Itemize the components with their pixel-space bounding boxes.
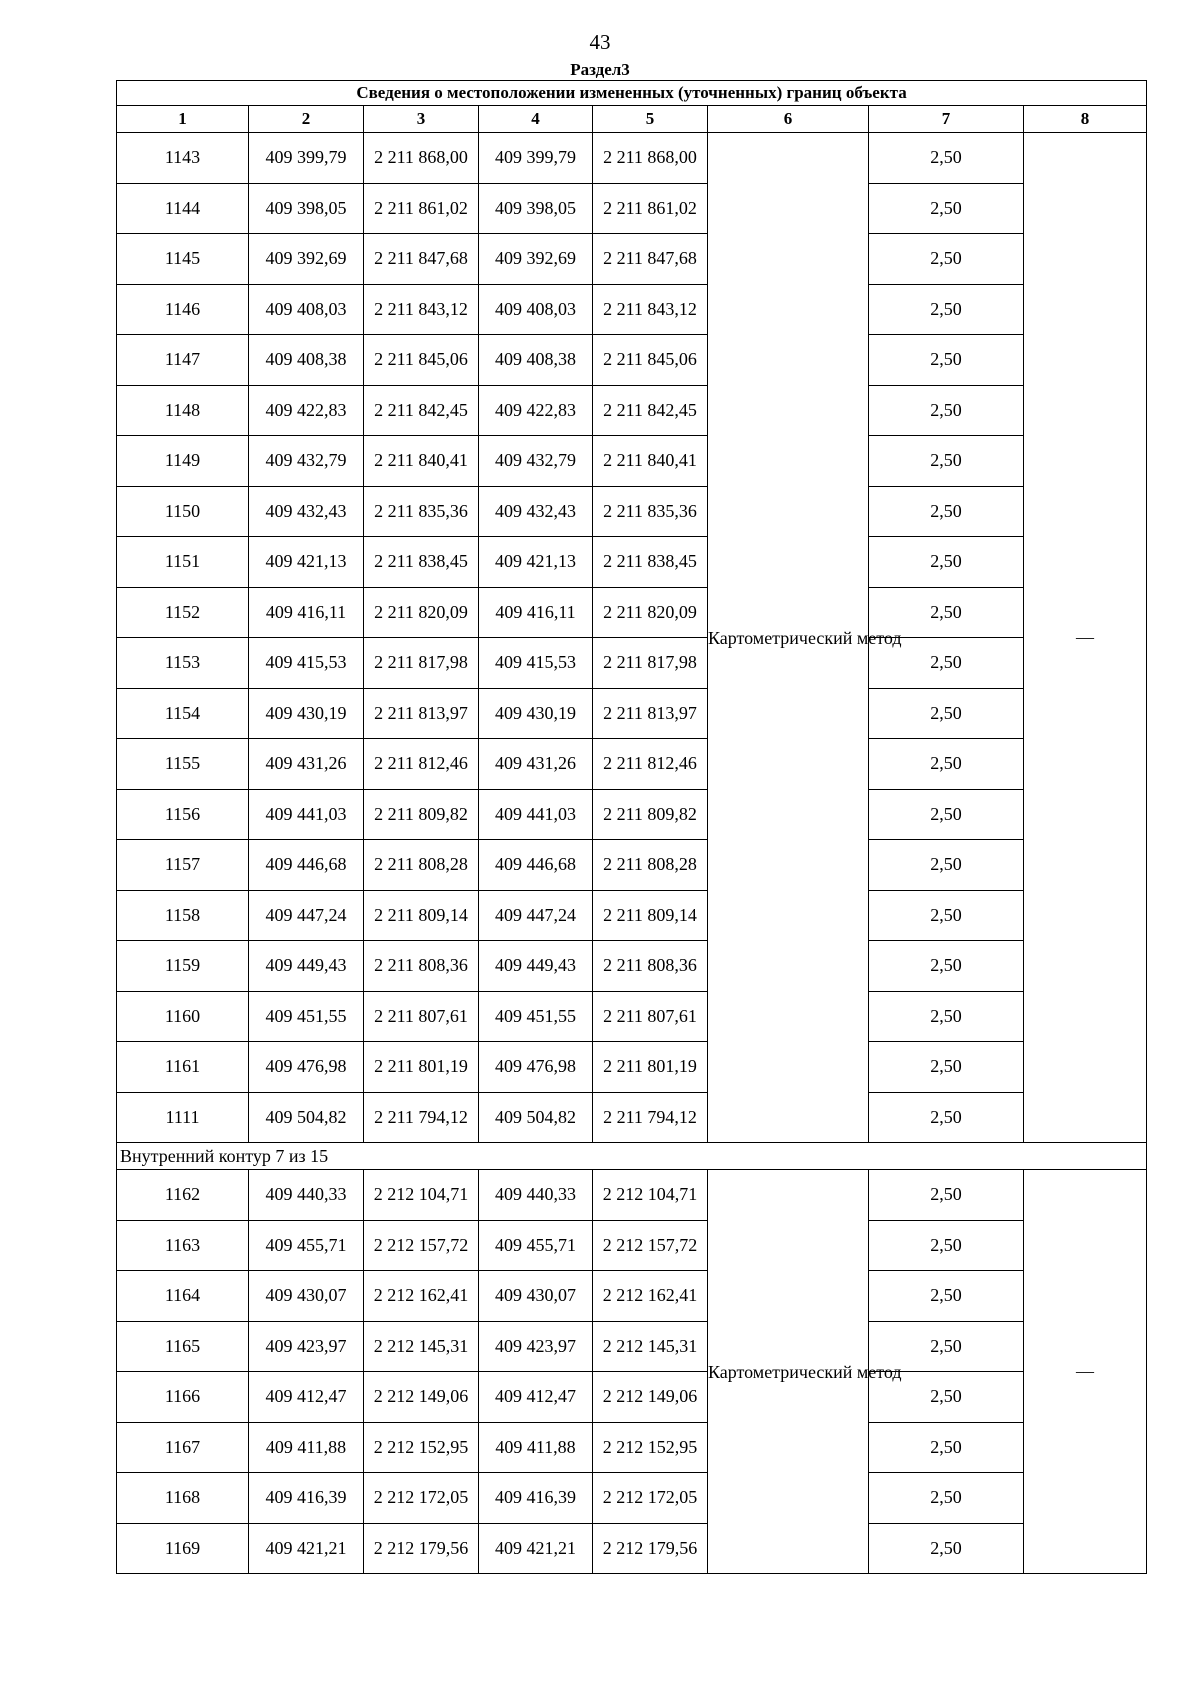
point-id-cell: 1153 [117, 638, 249, 689]
accuracy-cell: 2,50 [869, 1170, 1024, 1221]
table-body [117, 133, 1147, 1574]
y-old-cell: 2 212 149,06 [364, 1372, 479, 1423]
y-old-cell: 2 211 808,28 [364, 840, 479, 891]
point-id-cell: 1147 [117, 335, 249, 386]
column-number-row [117, 106, 1147, 133]
y-new-cell: 2 211 861,02 [593, 183, 708, 234]
x-old-cell: 409 432,43 [249, 486, 364, 537]
x-old-cell: 409 415,53 [249, 638, 364, 689]
column-number-1: 1 [117, 106, 249, 133]
x-new-cell: 409 476,98 [479, 1042, 593, 1093]
y-new-cell: 2 211 812,46 [593, 739, 708, 790]
accuracy-cell: 2,50 [869, 688, 1024, 739]
x-new-cell: 409 432,79 [479, 436, 593, 487]
x-new-cell: 409 422,83 [479, 385, 593, 436]
column-number-6: 6 [708, 106, 869, 133]
y-old-cell: 2 211 820,09 [364, 587, 479, 638]
x-new-cell: 409 447,24 [479, 890, 593, 941]
point-id-cell: 1154 [117, 688, 249, 739]
accuracy-cell: 2,50 [869, 537, 1024, 588]
x-old-cell: 409 441,03 [249, 789, 364, 840]
x-new-cell: 409 455,71 [479, 1220, 593, 1271]
point-id-cell: 1169 [117, 1523, 249, 1574]
y-new-cell: 2 211 847,68 [593, 234, 708, 285]
accuracy-cell: 2,50 [869, 335, 1024, 386]
point-id-cell: 1144 [117, 183, 249, 234]
table-row [117, 840, 1147, 891]
y-new-cell: 2 211 843,12 [593, 284, 708, 335]
column-number-5: 5 [593, 106, 708, 133]
y-new-cell: 2 212 104,71 [593, 1170, 708, 1221]
table-row [117, 436, 1147, 487]
accuracy-cell: 2,50 [869, 1422, 1024, 1473]
x-old-cell: 409 430,19 [249, 688, 364, 739]
table-row [117, 1170, 1147, 1221]
x-new-cell: 409 408,03 [479, 284, 593, 335]
column8-cell: — [1024, 1170, 1147, 1574]
y-new-cell: 2 212 179,56 [593, 1523, 708, 1574]
y-old-cell: 2 211 812,46 [364, 739, 479, 790]
y-new-cell: 2 212 152,95 [593, 1422, 708, 1473]
y-old-cell: 2 211 801,19 [364, 1042, 479, 1093]
accuracy-cell: 2,50 [869, 1271, 1024, 1322]
x-new-cell: 409 430,07 [479, 1271, 593, 1322]
y-new-cell: 2 211 807,61 [593, 991, 708, 1042]
x-old-cell: 409 432,79 [249, 436, 364, 487]
point-id-cell: 1163 [117, 1220, 249, 1271]
x-old-cell: 409 440,33 [249, 1170, 364, 1221]
point-id-cell: 1146 [117, 284, 249, 335]
x-old-cell: 409 476,98 [249, 1042, 364, 1093]
accuracy-cell: 2,50 [869, 1523, 1024, 1574]
y-new-cell: 2 211 801,19 [593, 1042, 708, 1093]
accuracy-cell: 2,50 [869, 385, 1024, 436]
x-new-cell: 409 423,97 [479, 1321, 593, 1372]
table-row [117, 688, 1147, 739]
x-new-cell: 409 416,39 [479, 1473, 593, 1524]
y-old-cell: 2 211 843,12 [364, 284, 479, 335]
point-id-cell: 1164 [117, 1271, 249, 1322]
table-row [117, 587, 1147, 638]
table-row [117, 1473, 1147, 1524]
x-old-cell: 409 449,43 [249, 941, 364, 992]
y-new-cell: 2 211 808,28 [593, 840, 708, 891]
x-new-cell: 409 408,38 [479, 335, 593, 386]
column-number-8: 8 [1024, 106, 1147, 133]
accuracy-cell: 2,50 [869, 133, 1024, 184]
accuracy-cell: 2,50 [869, 1372, 1024, 1423]
point-id-cell: 1155 [117, 739, 249, 790]
accuracy-cell: 2,50 [869, 1042, 1024, 1093]
table-row [117, 1271, 1147, 1322]
x-new-cell: 409 399,79 [479, 133, 593, 184]
table-row [117, 1042, 1147, 1093]
x-new-cell: 409 392,69 [479, 234, 593, 285]
point-id-cell: 1143 [117, 133, 249, 184]
table-row [117, 284, 1147, 335]
y-new-cell: 2 211 868,00 [593, 133, 708, 184]
table-row [117, 638, 1147, 689]
y-old-cell: 2 212 104,71 [364, 1170, 479, 1221]
y-old-cell: 2 211 845,06 [364, 335, 479, 386]
y-new-cell: 2 211 842,45 [593, 385, 708, 436]
y-old-cell: 2 211 813,97 [364, 688, 479, 739]
x-new-cell: 409 441,03 [479, 789, 593, 840]
y-old-cell: 2 212 179,56 [364, 1523, 479, 1574]
x-old-cell: 409 421,13 [249, 537, 364, 588]
y-old-cell: 2 211 809,82 [364, 789, 479, 840]
y-old-cell: 2 211 838,45 [364, 537, 479, 588]
y-new-cell: 2 212 149,06 [593, 1372, 708, 1423]
y-old-cell: 2 211 835,36 [364, 486, 479, 537]
x-old-cell: 409 408,03 [249, 284, 364, 335]
x-old-cell: 409 392,69 [249, 234, 364, 285]
y-old-cell: 2 211 794,12 [364, 1092, 479, 1143]
point-id-cell: 1160 [117, 991, 249, 1042]
x-new-cell: 409 449,43 [479, 941, 593, 992]
accuracy-cell: 2,50 [869, 1321, 1024, 1372]
point-id-cell: 1159 [117, 941, 249, 992]
accuracy-cell: 2,50 [869, 840, 1024, 891]
point-id-cell: 1165 [117, 1321, 249, 1372]
table-row [117, 1321, 1147, 1372]
y-old-cell: 2 211 807,61 [364, 991, 479, 1042]
x-old-cell: 409 504,82 [249, 1092, 364, 1143]
accuracy-cell: 2,50 [869, 890, 1024, 941]
table-row [117, 133, 1147, 184]
section-heading: Раздел3 [570, 60, 630, 79]
accuracy-cell: 2,50 [869, 739, 1024, 790]
point-id-cell: 1161 [117, 1042, 249, 1093]
y-new-cell: 2 212 172,05 [593, 1473, 708, 1524]
y-old-cell: 2 211 842,45 [364, 385, 479, 436]
x-new-cell: 409 446,68 [479, 840, 593, 891]
y-new-cell: 2 211 845,06 [593, 335, 708, 386]
point-id-cell: 1168 [117, 1473, 249, 1524]
point-id-cell: 1156 [117, 789, 249, 840]
column8-cell: — [1024, 133, 1147, 1143]
table-row [117, 739, 1147, 790]
y-new-cell: 2 211 817,98 [593, 638, 708, 689]
accuracy-cell: 2,50 [869, 1092, 1024, 1143]
y-new-cell: 2 211 820,09 [593, 587, 708, 638]
column-number-4: 4 [479, 106, 593, 133]
x-old-cell: 409 408,38 [249, 335, 364, 386]
y-old-cell: 2 212 162,41 [364, 1271, 479, 1322]
y-new-cell: 2 212 162,41 [593, 1271, 708, 1322]
accuracy-cell: 2,50 [869, 284, 1024, 335]
accuracy-cell: 2,50 [869, 1473, 1024, 1524]
x-old-cell: 409 422,83 [249, 385, 364, 436]
column-number-2: 2 [249, 106, 364, 133]
y-old-cell: 2 212 172,05 [364, 1473, 479, 1524]
accuracy-cell: 2,50 [869, 941, 1024, 992]
table-row [117, 1523, 1147, 1574]
x-old-cell: 409 416,39 [249, 1473, 364, 1524]
y-old-cell: 2 211 847,68 [364, 234, 479, 285]
boundary-table [116, 80, 1147, 1574]
x-old-cell: 409 423,97 [249, 1321, 364, 1372]
table-row [117, 1372, 1147, 1423]
x-new-cell: 409 504,82 [479, 1092, 593, 1143]
y-old-cell: 2 211 840,41 [364, 436, 479, 487]
point-id-cell: 1157 [117, 840, 249, 891]
x-new-cell: 409 430,19 [479, 688, 593, 739]
y-new-cell: 2 212 157,72 [593, 1220, 708, 1271]
column-number-7: 7 [869, 106, 1024, 133]
x-new-cell: 409 415,53 [479, 638, 593, 689]
accuracy-cell: 2,50 [869, 638, 1024, 689]
x-new-cell: 409 440,33 [479, 1170, 593, 1221]
y-old-cell: 2 211 868,00 [364, 133, 479, 184]
point-id-cell: 1145 [117, 234, 249, 285]
x-new-cell: 409 412,47 [479, 1372, 593, 1423]
method-cell: Картометрический метод [708, 133, 869, 1143]
x-old-cell: 409 411,88 [249, 1422, 364, 1473]
x-old-cell: 409 421,21 [249, 1523, 364, 1574]
y-new-cell: 2 211 835,36 [593, 486, 708, 537]
y-new-cell: 2 211 840,41 [593, 436, 708, 487]
accuracy-cell: 2,50 [869, 183, 1024, 234]
point-id-cell: 1166 [117, 1372, 249, 1423]
x-old-cell: 409 446,68 [249, 840, 364, 891]
y-new-cell: 2 211 838,45 [593, 537, 708, 588]
x-old-cell: 409 399,79 [249, 133, 364, 184]
x-new-cell: 409 451,55 [479, 991, 593, 1042]
x-old-cell: 409 455,71 [249, 1220, 364, 1271]
y-new-cell: 2 211 808,36 [593, 941, 708, 992]
accuracy-cell: 2,50 [869, 991, 1024, 1042]
accuracy-cell: 2,50 [869, 234, 1024, 285]
x-new-cell: 409 398,05 [479, 183, 593, 234]
x-new-cell: 409 416,11 [479, 587, 593, 638]
table-row [117, 183, 1147, 234]
x-new-cell: 409 431,26 [479, 739, 593, 790]
x-old-cell: 409 431,26 [249, 739, 364, 790]
point-id-cell: 1148 [117, 385, 249, 436]
x-new-cell: 409 411,88 [479, 1422, 593, 1473]
table-row [117, 1220, 1147, 1271]
y-old-cell: 2 211 861,02 [364, 183, 479, 234]
table-row [117, 234, 1147, 285]
contour-label: Внутренний контур 7 из 15 [117, 1143, 1147, 1170]
point-id-cell: 1111 [117, 1092, 249, 1143]
table-row [117, 335, 1147, 386]
method-cell: Картометрический метод [708, 1170, 869, 1574]
y-new-cell: 2 211 809,14 [593, 890, 708, 941]
x-old-cell: 409 398,05 [249, 183, 364, 234]
y-old-cell: 2 211 809,14 [364, 890, 479, 941]
y-old-cell: 2 212 145,31 [364, 1321, 479, 1372]
point-id-cell: 1167 [117, 1422, 249, 1473]
y-new-cell: 2 211 813,97 [593, 688, 708, 739]
accuracy-cell: 2,50 [869, 587, 1024, 638]
point-id-cell: 1162 [117, 1170, 249, 1221]
accuracy-cell: 2,50 [869, 436, 1024, 487]
y-old-cell: 2 212 152,95 [364, 1422, 479, 1473]
point-id-cell: 1152 [117, 587, 249, 638]
accuracy-cell: 2,50 [869, 486, 1024, 537]
x-old-cell: 409 447,24 [249, 890, 364, 941]
point-id-cell: 1150 [117, 486, 249, 537]
table-row [117, 385, 1147, 436]
column-number-3: 3 [364, 106, 479, 133]
x-old-cell: 409 412,47 [249, 1372, 364, 1423]
point-id-cell: 1151 [117, 537, 249, 588]
table-row [117, 789, 1147, 840]
table-row [117, 1092, 1147, 1143]
accuracy-cell: 2,50 [869, 1220, 1024, 1271]
table-row [117, 991, 1147, 1042]
table-row [117, 1422, 1147, 1473]
x-new-cell: 409 421,13 [479, 537, 593, 588]
y-new-cell: 2 211 794,12 [593, 1092, 708, 1143]
table-row [117, 941, 1147, 992]
point-id-cell: 1149 [117, 436, 249, 487]
x-old-cell: 409 416,11 [249, 587, 364, 638]
x-new-cell: 409 432,43 [479, 486, 593, 537]
table-title: Сведения о местоположении измененных (уточненных) границ объекта [117, 81, 1147, 106]
table-row [117, 890, 1147, 941]
y-old-cell: 2 211 808,36 [364, 941, 479, 992]
accuracy-cell: 2,50 [869, 789, 1024, 840]
x-new-cell: 409 421,21 [479, 1523, 593, 1574]
x-old-cell: 409 451,55 [249, 991, 364, 1042]
x-old-cell: 409 430,07 [249, 1271, 364, 1322]
page-number: 43 [589, 30, 611, 54]
contour-label-row [117, 1143, 1147, 1170]
y-new-cell: 2 212 145,31 [593, 1321, 708, 1372]
table-row [117, 486, 1147, 537]
y-new-cell: 2 211 809,82 [593, 789, 708, 840]
table-row [117, 537, 1147, 588]
point-id-cell: 1158 [117, 890, 249, 941]
y-old-cell: 2 212 157,72 [364, 1220, 479, 1271]
y-old-cell: 2 211 817,98 [364, 638, 479, 689]
